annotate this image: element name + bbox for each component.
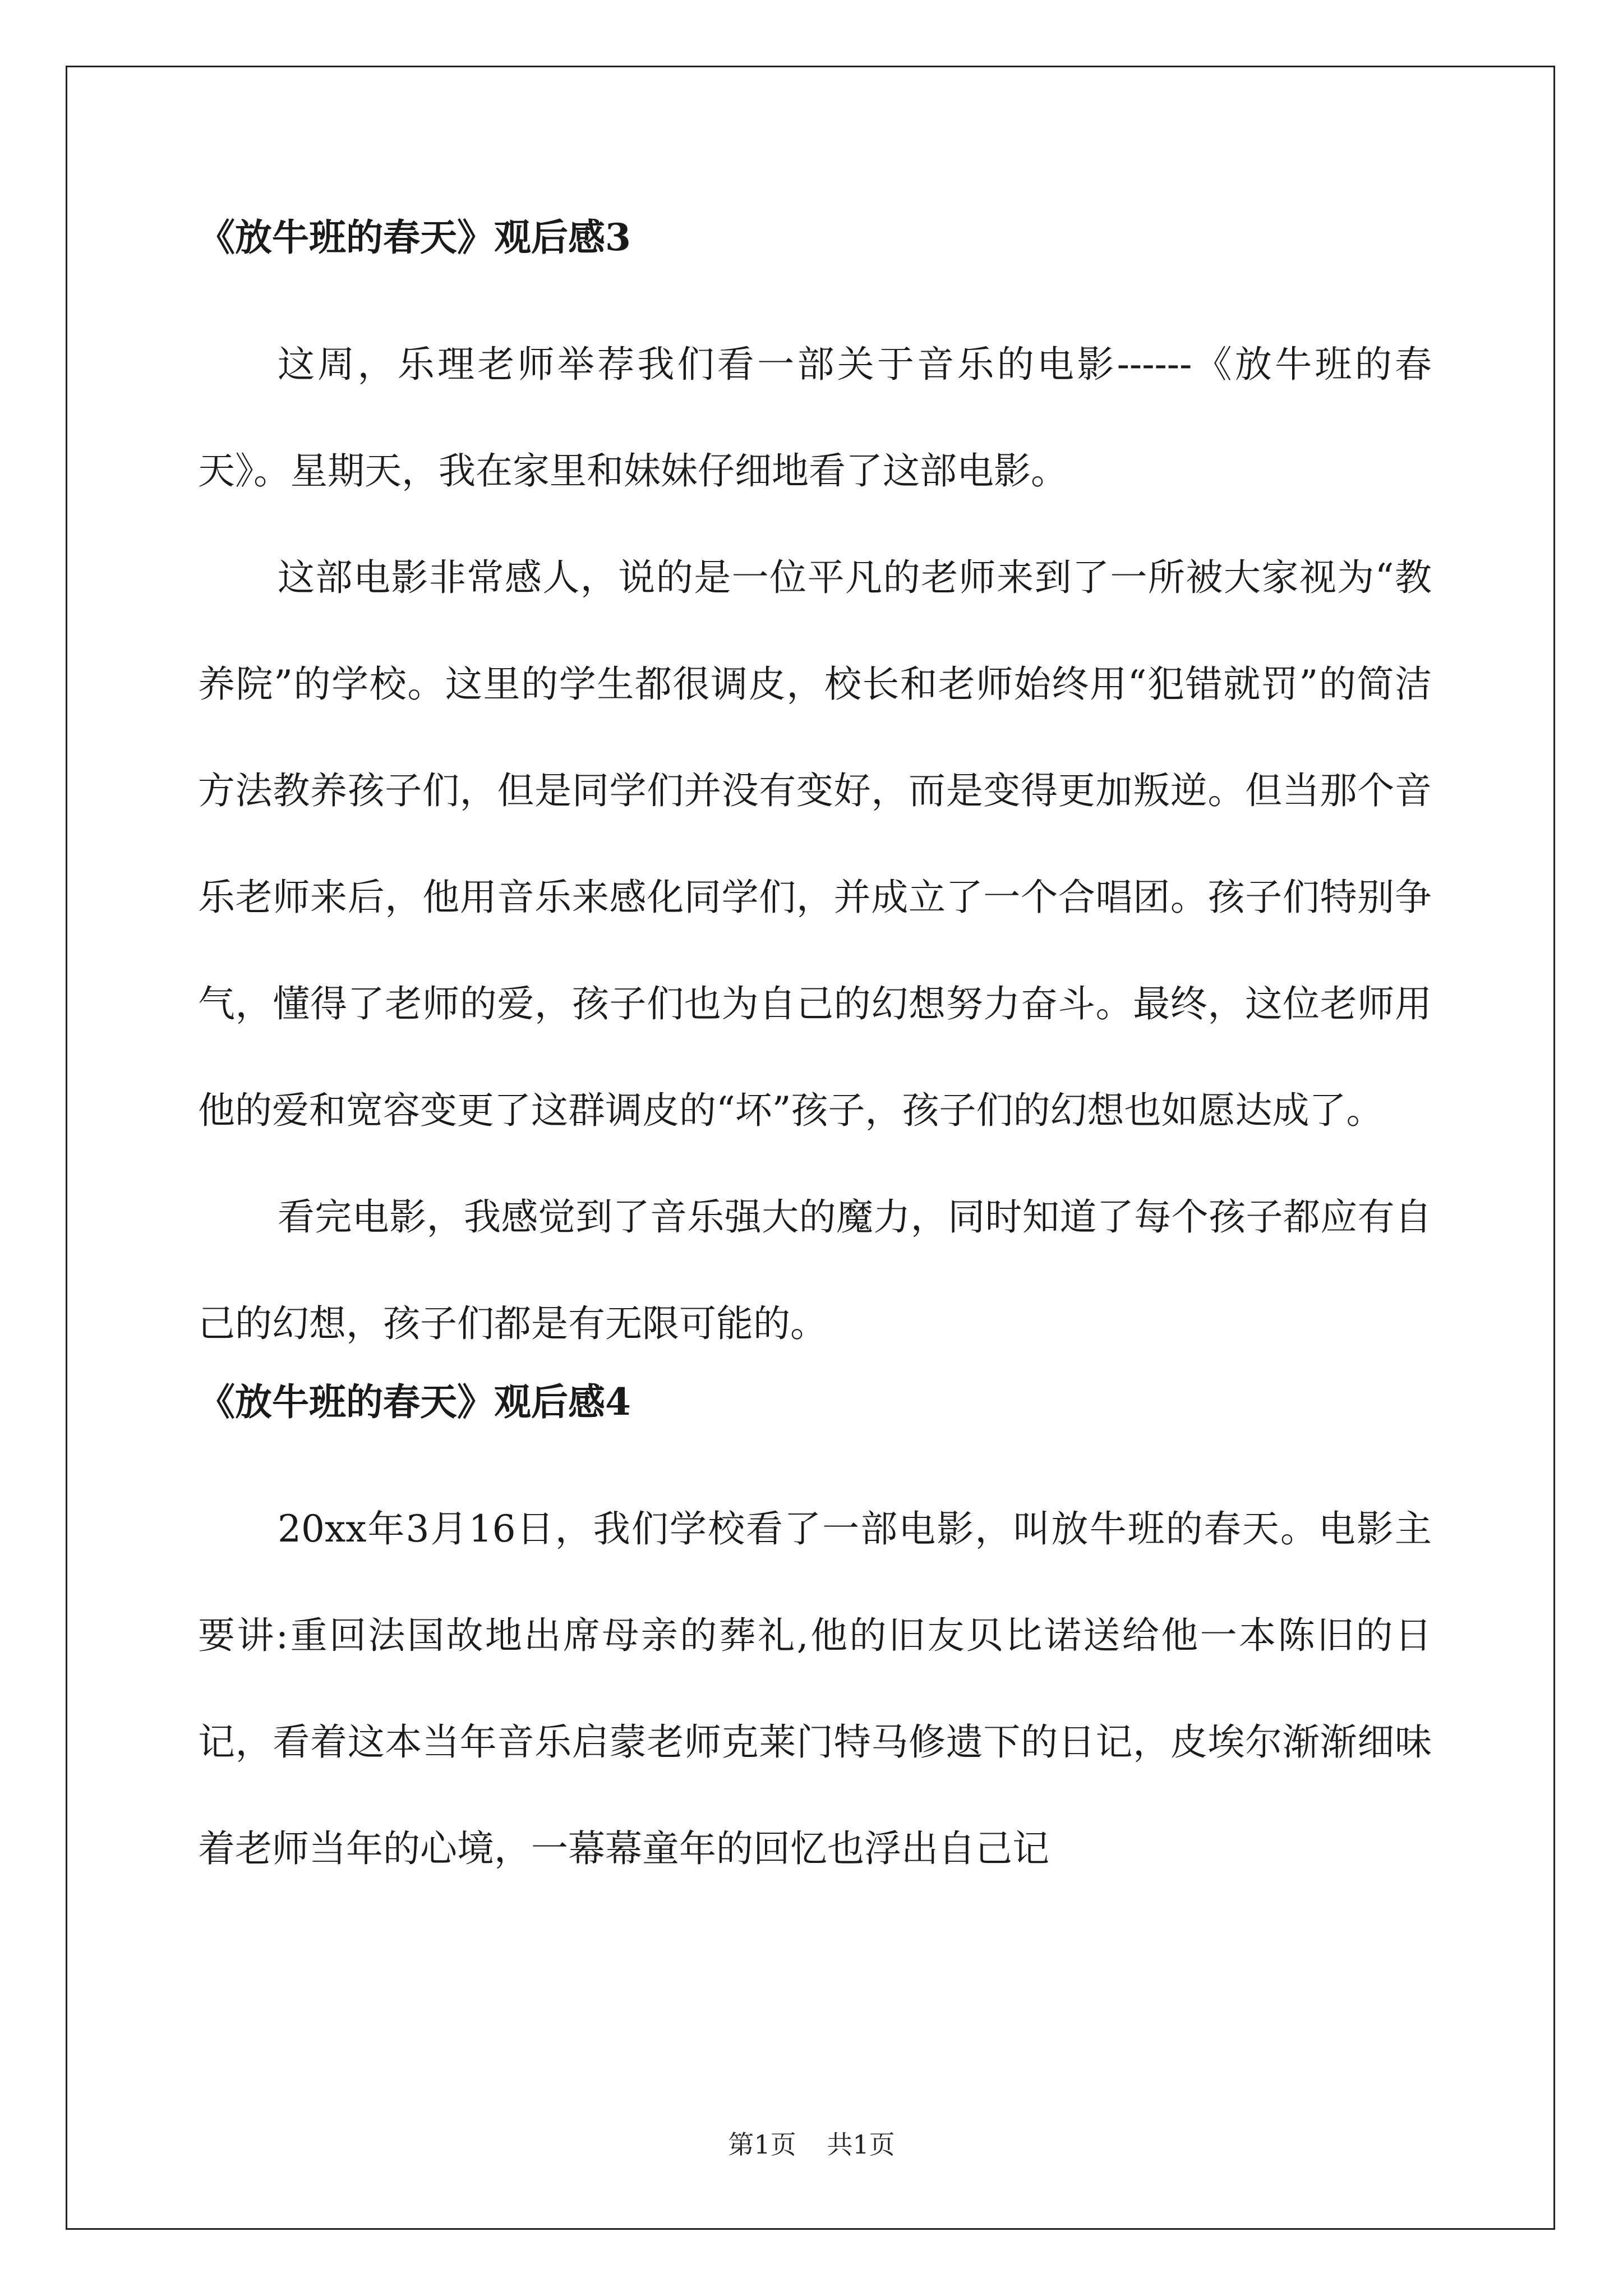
paragraph: 这周，乐理老师举荐我们看一部关于音乐的电影------《放牛班的春天》。星期天，我在家里和妹妹仔细地看了这部电影。: [198, 343, 1432, 493]
page-footer: [0, 2129, 1623, 2160]
paragraph: 看完电影，我感觉到了音乐强大的魔力，同时知道了每个孩子都应有自己的幻想，孩子们都是有无限可能的。: [198, 1195, 1432, 1345]
page-number: 第1页: [728, 2129, 796, 2160]
paragraph: 20xx年3月16日，我们学校看了一部电影，叫放牛班的春天。电影主要讲:重回法国故地出席母亲的葬礼,他的旧友贝比诺送给他一本陈旧的日记，看着这本当年音乐启蒙老师克莱门特马修遗下的日记，皮埃尔渐渐细味着老师当年的心境，一幕幕童年的回忆也浮出自己记: [198, 1507, 1432, 1870]
section-heading: 《放牛班的春天》观后感4: [198, 1380, 631, 1424]
page-total: 共1页: [827, 2129, 895, 2160]
document-body: [198, 215, 1432, 1902]
paragraph: 这部电影非常感人，说的是一位平凡的老师来到了一所被大家视为“教养院”的学校。这里的学生都很调皮，校长和老师始终用“犯错就罚”的简洁方法教养孩子们，但是同学们并没有变好，而是变得更加叛逆。但当那个音乐老师来后，他用音乐来感化同学们，并成立了一个合唱团。孩子们特别争气，懂得了老师的爱，孩子们也为自己的幻想努力奋斗。最终，这位老师用他的爱和宽容变更了这群调皮的“坏”孩子，孩子们的幻想也如愿达成了。: [198, 556, 1432, 1132]
section-heading: 《放牛班的春天》观后感3: [198, 215, 631, 259]
